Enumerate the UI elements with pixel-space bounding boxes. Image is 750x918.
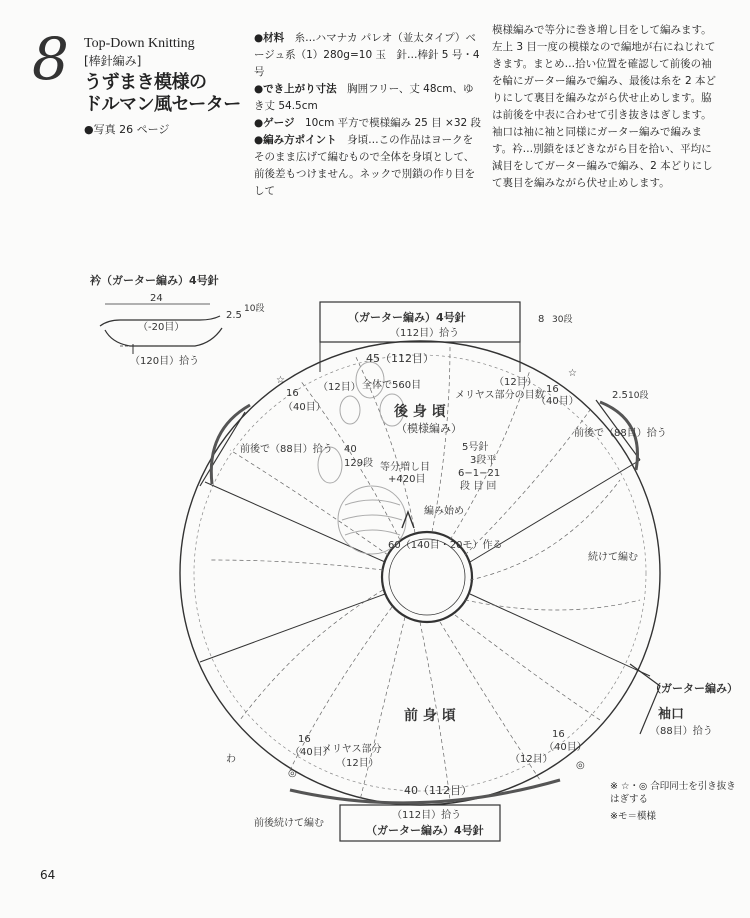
side-left-40: （40目） (283, 402, 326, 413)
cuff-pattern: （ガーター編み） (650, 682, 738, 695)
back-body-sub: （模様編み） (396, 422, 462, 435)
materials-item: ●材料 糸…ハマナカ パレオ（並太タイプ）ベージュ系（1）280g=10 玉 針…棒針 5 号・4 号 (254, 32, 480, 78)
seg-12-top-right: （12目） (494, 377, 537, 388)
double-circle-marker: ◎ (288, 768, 297, 779)
circle-mark: わ (226, 754, 236, 765)
total-stitches: 全体で560目 (362, 380, 422, 391)
collar-rows: 10段 (244, 304, 265, 314)
right-sleeve-pickup: 前後で（88目）拾う (574, 428, 667, 439)
bottom-arc-count: 40（112目） (404, 784, 472, 797)
note-join: ※ ☆・◎ 合印同士を引き抜きはぎする (610, 781, 736, 805)
gauge-item: ●ゲージ 10cm 平方で模様編み 25 目 ×32 段 (254, 117, 482, 129)
photo-reference: ●写真 26 ページ (84, 123, 170, 136)
start-arrow (402, 512, 414, 528)
seg-12-bottom-left: （12目） (336, 758, 379, 769)
radius-rows: 129段 (344, 458, 374, 469)
series-title: Top-Down Knitting (84, 36, 195, 51)
title-line-2: ドルマン風セーター (84, 94, 241, 115)
top-band-label: （ガーター編み）4号針 (348, 311, 466, 324)
technique-label: [棒針編み] (84, 54, 142, 68)
side-bottom-left-40: （40目） (290, 747, 333, 758)
increase-label: 等分増し目 (380, 462, 430, 473)
radius-value: 40 (344, 444, 357, 455)
stockinette-bottom: メリヤス部分 (322, 744, 382, 755)
pattern-number: 8 (32, 25, 69, 93)
points-item: ●編み方ポイント 身頃…この作品はヨークをそのまま広げて編むもので全体を身頃として、前後差もつけません。ネックで別鎖の作り目をして (254, 134, 476, 197)
finished-size-item: ●でき上がり寸法 胸囲フリー、丈 48cm、ゆき丈 54.5cm (254, 83, 474, 112)
side-left-16: 16 (286, 388, 299, 399)
cuff-pickup: （88目）拾う (650, 726, 713, 737)
bottom-band-label: （ガーター編み）4号針 (366, 824, 484, 837)
neck-cast-on: 60（140目・20モ）作る (388, 540, 503, 551)
increase-count: +420目 (388, 474, 426, 485)
right-sleeve-rows: 10段 (628, 391, 649, 401)
seg-12-bottom-right: （12目） (510, 754, 553, 765)
collar-pickup: （120目）拾う (130, 356, 200, 367)
side-right-16: 16 (546, 384, 559, 395)
side-bottom-left-16: 16 (298, 734, 311, 745)
bottom-band-pickup: （112目）拾う (392, 810, 462, 821)
collar-heading: 衿（ガーター編み）4号針 (90, 274, 219, 287)
side-right-40: （40目） (536, 396, 579, 407)
increase-rule-2: 6−1−21 (458, 468, 501, 479)
increase-rule-1: 3段平 (470, 455, 497, 466)
note-pattern: ※モ＝模様 (610, 811, 656, 822)
stockinette-top: メリヤス部分の目数 (455, 390, 545, 401)
cuff-title: 袖口 (658, 707, 685, 722)
side-bottom-right-40: （40目） (544, 742, 587, 753)
page-number: 64 (40, 868, 56, 882)
instructions-text: 模様編みで等分に巻き増し目をして編みます。左上 3 目一度の模様なので編地が右にねじれてきます。まとめ…拾い位置を確認して前後の袖を輪にガーター編みで編み、最後は糸を 2 本どりにして裏目を編みながら伏せ止めします。脇は前後を中表に合わせて引き抜きはぎします。袖口は袖に袖と同様にガーター編みで編みます。衿…別鎖をほどきながら目を拾い、平均に減目をしてガーター編みで編み、2 本どりにして裏目を編みながら伏せ止めします。 (492, 24, 716, 189)
top-band-depth: 8 (538, 314, 545, 325)
front-body-label: 前 身 頃 (404, 708, 456, 724)
title-line-1: うずまき模様の (84, 72, 207, 93)
left-sleeve-pickup: 前後で（88目）拾う (240, 444, 333, 455)
increase-rule-3: 段 目 回 (460, 481, 497, 492)
double-circle-marker-right: ◎ (576, 760, 585, 771)
seg-12-top-left: （12目） (318, 382, 361, 393)
back-body-label: 後 身 頃 (394, 404, 446, 420)
top-band-rows: 30段 (552, 315, 573, 325)
star-marker-left: ☆ (276, 375, 285, 386)
start-label: 編み始め (424, 506, 464, 517)
collar-depth: 2.5 (226, 310, 242, 321)
bottom-band-note: 前後続けて編む (254, 818, 324, 829)
continue-label: 続けて編む (588, 552, 638, 563)
cuff-band (630, 664, 660, 734)
top-band-pickup: （112目）拾う (390, 328, 460, 339)
top-arc-count: 45（112目） (366, 352, 434, 365)
needle-size: 5号針 (462, 442, 489, 453)
collar-width: 24 (150, 293, 163, 304)
side-bottom-right-16: 16 (552, 729, 565, 740)
collar-decrease: （-20目） (138, 322, 185, 333)
star-marker: ☆ (568, 368, 577, 379)
right-sleeve-depth: 2.5 (612, 390, 628, 401)
